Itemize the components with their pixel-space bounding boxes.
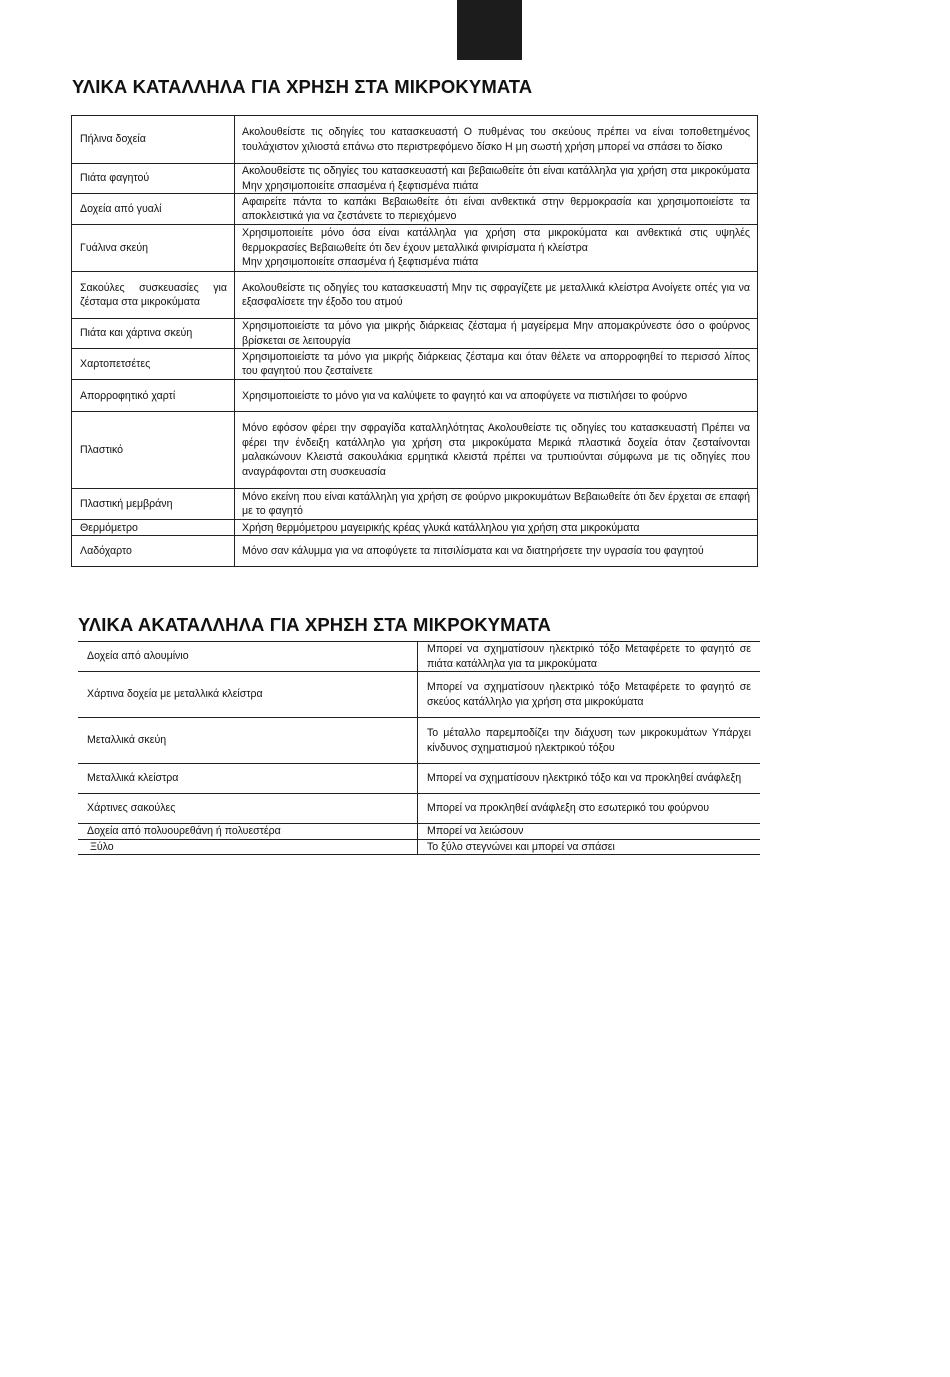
table-row <box>72 116 758 164</box>
material-cell: Μεταλλικά σκεύη <box>78 718 418 764</box>
material-cell: Δοχεία από αλουμίνιο <box>78 642 418 672</box>
material-cell: Πιάτα και χάρτινα σκεύη <box>72 319 235 349</box>
note-cell: Χρησιμοποιείστε τα μόνο για μικρής διάρκειας ζέσταμα ή μαγείρεμα Μην απομακρύνεστε όσο ο φούρνος βρίσκεται σε λειτουργία <box>235 319 758 349</box>
note-cell: Αφαιρείτε πάντα το καπάκι Βεβαιωθείτε ότι είναι ανθεκτικά στην θερμοκρασία και χρησιμοποιείστε τα αποκλειστικά για να ζεστάνετε το περιεχόμενο <box>235 194 758 225</box>
table-row <box>72 536 758 567</box>
note-cell: Το μέταλλο παρεμποδίζει την διάχυση των μικροκυμάτων Υπάρχει κίνδυνος σχηματισμού ηλεκτρικού τόξου <box>418 718 761 764</box>
note-cell: Χρήση θερμόμετρου μαγειρικής κρέας γλυκά κατάλληλου για χρήση στα μικροκύματα <box>235 520 758 536</box>
table-row <box>72 489 758 520</box>
table-row <box>72 349 758 380</box>
table-row <box>78 824 760 840</box>
note-cell: Μπορεί να προκληθεί ανάφλεξη στο εσωτερικό του φούρνου <box>418 794 761 824</box>
table-row <box>72 520 758 536</box>
material-cell: Πήλινα δοχεία <box>72 116 235 164</box>
suitable-materials-table <box>71 115 758 567</box>
material-cell: Δοχεία από γυαλί <box>72 194 235 225</box>
material-cell: Απορροφητικό χαρτί <box>72 380 235 412</box>
material-cell: Γυάλινα σκεύη <box>72 225 235 272</box>
table-row <box>78 642 760 672</box>
table-row <box>78 718 760 764</box>
note-cell: Μπορεί να λειώσουν <box>418 824 761 840</box>
material-cell: Δοχεία από πολυουρεθάνη ή πολυεστέρα <box>78 824 418 840</box>
page-tab-marker <box>457 0 522 60</box>
material-cell: Μεταλλικά κλείστρα <box>78 764 418 794</box>
suitable-materials-title: ΥΛΙΚΑ ΚΑΤΑΛΛΗΛΑ ΓΙΑ ΧΡΗΣΗ ΣΤΑ ΜΙΚΡΟΚΥΜΑΤΑ <box>72 76 533 97</box>
table-row <box>78 794 760 824</box>
table-row <box>72 225 758 272</box>
material-cell: Λαδόχαρτο <box>72 536 235 567</box>
material-cell: Χάρτινα δοχεία με μεταλλικά κλείστρα <box>78 672 418 718</box>
table-row <box>72 380 758 412</box>
material-cell: Χαρτοπετσέτες <box>72 349 235 380</box>
note-cell: Μπορεί να σχηματίσουν ηλεκτρικό τόξο Μεταφέρετε το φαγητό σε σκεύος κατάλληλο για χρήση στα μικροκύματα <box>418 672 761 718</box>
note-cell: Χρησιμοποιείστε τα μόνο για μικρής διάρκειας ζέσταμα και όταν θέλετε να απορροφηθεί το περισσό λίπος του φαγητού που ζεσταίνετε <box>235 349 758 380</box>
note-cell: Ακολουθείστε τις οδηγίες του κατασκευαστή Ο πυθμένας του σκεύους πρέπει να είναι τοποθετημένος τουλάχιστον χιλιοστά επάνω στο περιστρεφόμενο δίσκο Η μη σωστή χρήση μπορεί να σπάσει το δίσκο <box>235 116 758 164</box>
unsuitable-materials-title: ΥΛΙΚΑ ΑΚΑΤΑΛΛΗΛΑ ΓΙΑ ΧΡΗΣΗ ΣΤΑ ΜΙΚΡΟΚΥΜΑΤΑ <box>78 614 552 635</box>
note-cell: Μπορεί να σχηματίσουν ηλεκτρικό τόξο και να προκληθεί ανάφλεξη <box>418 764 761 794</box>
material-cell: Χάρτινες σακούλες <box>78 794 418 824</box>
note-cell: Μόνο εφόσον φέρει την σφραγίδα καταλληλότητας Ακολουθείστε τις οδηγίες του κατασκευαστή Πρέπει να φέρει την ένδειξη κατάλληλο για χρήση στα μικροκύματα Μερικά πλαστικά δοχεία όταν ζεσταίνονται μαλακώνουν Κλειστά σακουλάκια ερμητικά κλειστά πρέπει να τρυπιούνται σύμφωνα με τις οδηγίες που αναγράφονται στη συσκευασία <box>235 412 758 489</box>
material-cell: Πιάτα φαγητού <box>72 164 235 194</box>
table-row <box>72 319 758 349</box>
note-cell: Το ξύλο στεγνώνει και μπορεί να σπάσει <box>418 839 761 855</box>
material-cell: Ξύλο <box>78 839 418 855</box>
note-cell: Ακολουθείστε τις οδηγίες του κατασκευαστή και βεβαιωθείτε ότι είναι κατάλληλα για χρήση στα μικροκύματα Μην χρησιμοποιείτε σπασμένα ή ξεφτισμένα πιάτα <box>235 164 758 194</box>
table-row <box>78 839 760 855</box>
table-row <box>78 672 760 718</box>
table-row <box>72 412 758 489</box>
unsuitable-materials-table <box>78 641 760 855</box>
table-row <box>72 194 758 225</box>
note-cell: Μόνο σαν κάλυμμα για να αποφύγετε τα πιτσιλίσματα και να διατηρήσετε την υγρασία του φαγητού <box>235 536 758 567</box>
note-cell: Μπορεί να σχηματίσουν ηλεκτρικό τόξο Μεταφέρετε το φαγητό σε πιάτα κατάλληλα για τα μικροκύματα <box>418 642 761 672</box>
material-cell: Σακούλες συσκευασίες για ζέσταμα στα μικροκύματα <box>72 272 235 319</box>
note-cell: Χρησιμοποιείτε μόνο όσα είναι κατάλληλα για χρήση στα μικροκύματα και ανθεκτικά στις υψηλές θερμοκρασίες Βεβαιωθείτε ότι δεν έχουν μεταλλικά φινιρίσματα ή κλείστρα Μην χρησιμοποιείτε σπασμένα ή ξεφτισμένα πιάτα <box>235 225 758 272</box>
material-cell: Πλαστικό <box>72 412 235 489</box>
note-cell: Μόνο εκείνη που είναι κατάλληλη για χρήση σε φούρνο μικροκυμάτων Βεβαιωθείτε ότι δεν έρχεται σε επαφή με το φαγητό <box>235 489 758 520</box>
table-row <box>72 272 758 319</box>
material-cell: Θερμόμετρο <box>72 520 235 536</box>
table-row <box>78 764 760 794</box>
note-cell: Ακολουθείστε τις οδηγίες του κατασκευαστή Μην τις σφραγίζετε με μεταλλικά κλείστρα Ανοίγετε οπές για να εξασφαλίσετε την έξοδο του ατμού <box>235 272 758 319</box>
note-cell: Χρησιμοποιείστε το μόνο για να καλύψετε το φαγητό και να αποφύγετε να πιστιλήσει το φούρνο <box>235 380 758 412</box>
material-cell: Πλαστική μεμβράνη <box>72 489 235 520</box>
table-row <box>72 164 758 194</box>
